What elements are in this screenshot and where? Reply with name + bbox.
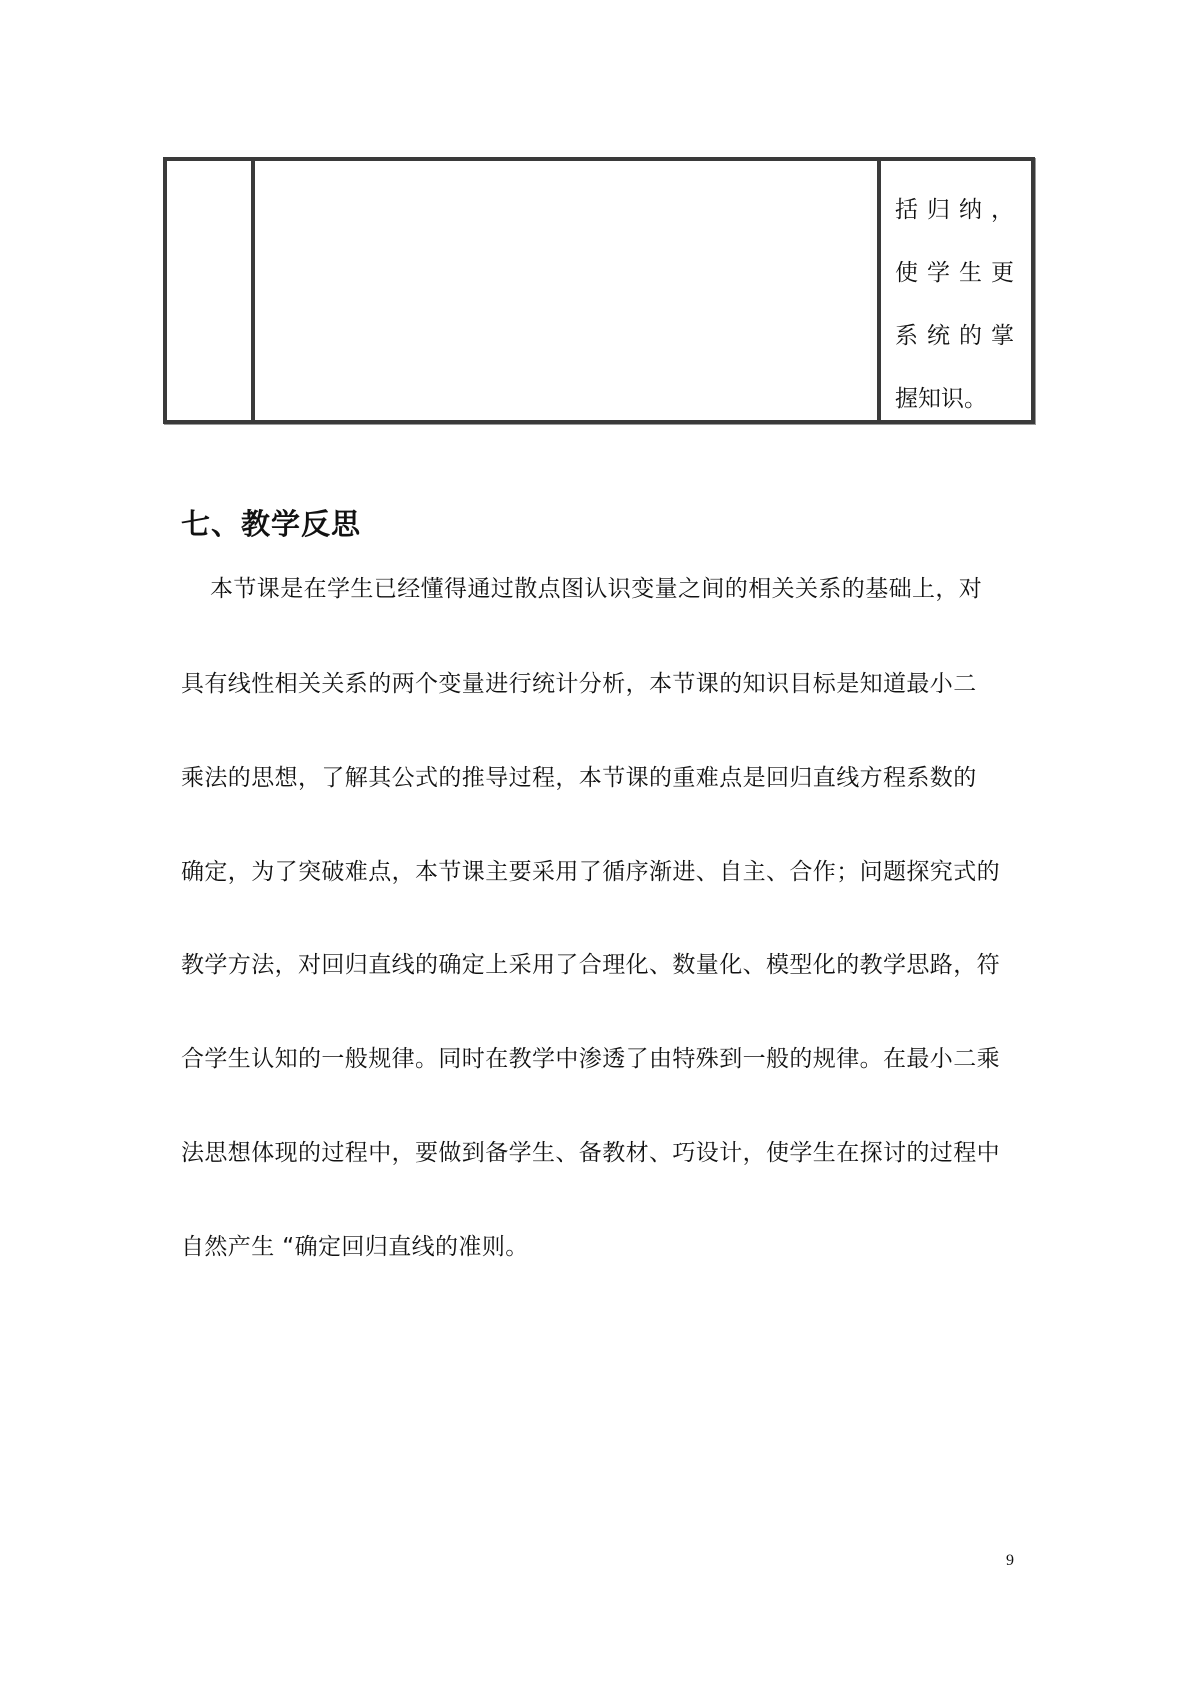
section-heading: 七、教学反思 xyxy=(181,507,362,541)
table-cell-line: 握知识。 xyxy=(895,386,987,412)
paragraph-line: 合学生认知的一般规律。同时在教学中渗透了由特殊到一般的规律。在最小二乘 xyxy=(181,1046,1000,1072)
paragraph-line: 确定，为了突破难点，本节课主要采用了循序渐进、自主、合作；问题探究式的 xyxy=(181,859,1000,885)
paragraph-line: 乘法的思想，了解其公式的推导过程，本节课的重难点是回归直线方程系数的 xyxy=(181,765,977,791)
table-cell-line: 括归纳， xyxy=(895,197,1023,223)
table-cell-empty-left xyxy=(167,161,255,420)
table-cell-notes xyxy=(881,161,1031,420)
continued-table xyxy=(163,157,1035,424)
paragraph-line: 具有线性相关关系的两个变量进行统计分析，本节课的知识目标是知道最小二 xyxy=(181,671,977,697)
paragraph-line: 法思想体现的过程中，要做到备学生、备教材、巧设计，使学生在探讨的过程中 xyxy=(181,1140,1000,1166)
paragraph-line: 自然产生 “确定回归直线的准则。 xyxy=(181,1234,529,1260)
table-cell-line: 使学生更 xyxy=(895,260,1023,286)
table-cell-empty-middle xyxy=(255,161,881,420)
paragraph-line: 本节课是在学生已经懂得通过散点图认识变量之间的相关关系的基础上，对 xyxy=(210,576,983,602)
paragraph-line: 教学方法，对回归直线的确定上采用了合理化、数量化、模型化的教学思路，符 xyxy=(181,952,1000,978)
table-cell-line: 系统的掌 xyxy=(895,323,1023,349)
page-number: 9 xyxy=(1006,1552,1014,1569)
